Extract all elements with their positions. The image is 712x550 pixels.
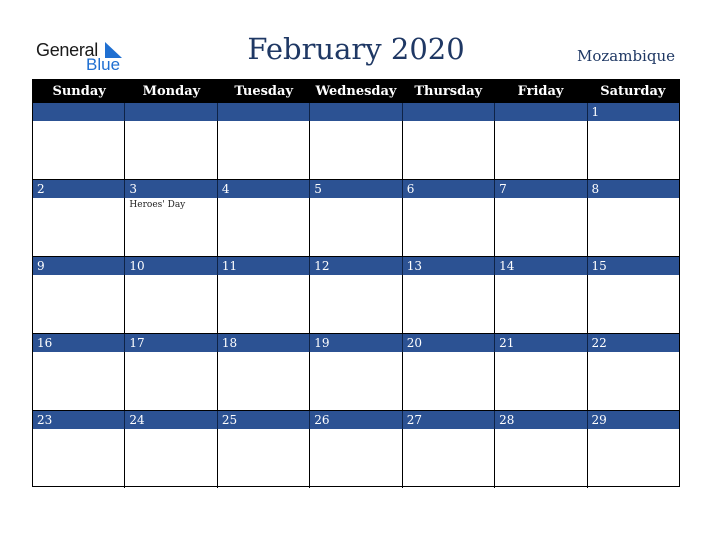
weekday-monday: Monday [142, 84, 201, 99]
calendar-title: February 2020 [247, 32, 465, 66]
day-cell[interactable] [402, 198, 494, 256]
weekday-tuesday: Tuesday [234, 84, 293, 99]
date-number: 17 [124, 334, 216, 352]
week-2-cells [33, 198, 679, 257]
date-number: 11 [217, 257, 309, 275]
day-cell[interactable] [217, 429, 309, 488]
day-cell[interactable] [587, 198, 679, 256]
day-cell[interactable] [587, 429, 679, 488]
week-5-date-bar [33, 411, 679, 429]
date-number: 2 [37, 182, 45, 196]
weekday-header [33, 80, 679, 103]
day-cell[interactable] [402, 275, 494, 333]
day-cell[interactable] [309, 121, 401, 179]
day-cell[interactable] [33, 275, 124, 333]
date-number: 9 [37, 259, 45, 273]
week-5-cells [33, 429, 679, 488]
date-number [33, 103, 124, 121]
logo-blue-text: Blue [86, 55, 121, 74]
week-4-cells [33, 352, 679, 411]
date-number: 22 [587, 334, 679, 352]
day-cell[interactable] [309, 352, 401, 410]
date-number [402, 103, 494, 121]
date-number [217, 103, 309, 121]
day-cell[interactable] [402, 352, 494, 410]
date-number: 20 [402, 334, 494, 352]
date-number: 3 [124, 180, 216, 198]
date-number: 29 [587, 411, 679, 429]
day-cell[interactable] [33, 429, 124, 488]
date-number: 10 [124, 257, 216, 275]
country-label: Mozambique [577, 47, 675, 65]
day-cell[interactable] [217, 352, 309, 410]
week-1-cells [33, 121, 679, 180]
week-4-date-bar [33, 334, 679, 352]
date-number: 16 [37, 336, 53, 350]
day-cell[interactable] [124, 352, 216, 410]
day-cell[interactable] [33, 121, 124, 179]
weekday-wednesday: Wednesday [315, 84, 397, 99]
day-cell[interactable] [217, 275, 309, 333]
day-cell[interactable] [33, 198, 124, 256]
date-number: 24 [124, 411, 216, 429]
date-number: 4 [217, 180, 309, 198]
date-number: 12 [309, 257, 401, 275]
date-number: 15 [587, 257, 679, 275]
week-row-3 [33, 257, 679, 334]
weekday-saturday: Saturday [600, 84, 666, 99]
day-cell[interactable] [494, 275, 586, 333]
date-number: 26 [309, 411, 401, 429]
weekday-friday: Friday [517, 84, 564, 99]
week-3-date-bar [33, 257, 679, 275]
day-cell[interactable] [587, 275, 679, 333]
holiday-heroes-day[interactable]: Heroes' Day [124, 198, 216, 256]
week-2-date-bar [33, 180, 679, 198]
date-number [124, 103, 216, 121]
date-number: 6 [402, 180, 494, 198]
day-cell[interactable] [124, 429, 216, 488]
day-cell[interactable] [587, 121, 679, 179]
date-number: 27 [402, 411, 494, 429]
date-number: 7 [494, 180, 586, 198]
date-number: 19 [309, 334, 401, 352]
day-cell[interactable] [309, 198, 401, 256]
week-row-2 [33, 180, 679, 257]
date-number: 23 [37, 413, 53, 427]
date-number [494, 103, 586, 121]
day-cell[interactable] [33, 352, 124, 410]
day-cell[interactable] [494, 198, 586, 256]
day-cell[interactable] [494, 121, 586, 179]
day-cell[interactable] [402, 429, 494, 488]
day-cell[interactable] [124, 121, 216, 179]
day-cell[interactable] [217, 121, 309, 179]
week-row-5 [33, 411, 679, 488]
logo-general-text: General [36, 40, 98, 60]
day-cell[interactable] [309, 275, 401, 333]
week-1-date-bar [33, 103, 679, 121]
day-cell[interactable] [124, 275, 216, 333]
date-number: 25 [217, 411, 309, 429]
week-row-4 [33, 334, 679, 411]
weekday-thursday: Thursday [414, 84, 483, 99]
day-cell[interactable] [309, 429, 401, 488]
date-number: 28 [494, 411, 586, 429]
calendar-grid [32, 79, 680, 487]
weekday-sunday: Sunday [52, 84, 106, 99]
day-cell[interactable] [494, 429, 586, 488]
date-number [309, 103, 401, 121]
day-cell[interactable] [402, 121, 494, 179]
day-cell[interactable] [217, 198, 309, 256]
date-number: 5 [309, 180, 401, 198]
week-row-1 [33, 103, 679, 180]
date-number: 14 [494, 257, 586, 275]
week-3-cells [33, 275, 679, 334]
date-number: 13 [402, 257, 494, 275]
date-number: 8 [587, 180, 679, 198]
date-number: 21 [494, 334, 586, 352]
day-cell[interactable] [587, 352, 679, 410]
date-number: 1 [587, 103, 679, 121]
date-number: 18 [217, 334, 309, 352]
day-cell[interactable] [494, 352, 586, 410]
